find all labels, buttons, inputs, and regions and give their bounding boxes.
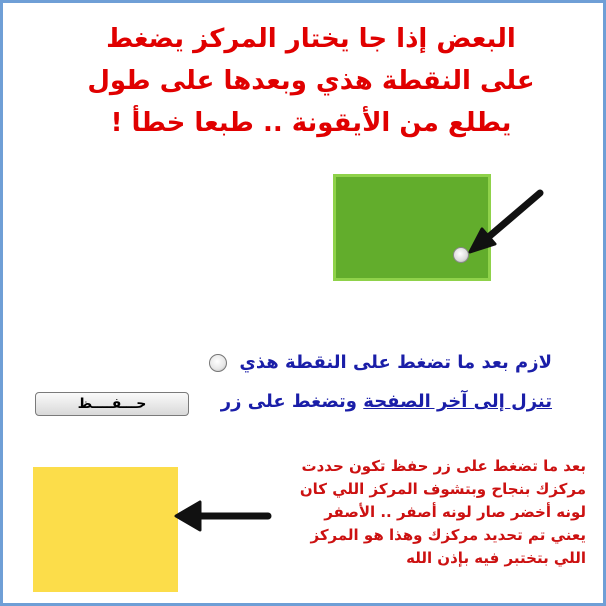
note-line-2: مركزك بنجاح وبتشوف المركز اللي كان <box>299 480 586 498</box>
explanation-note <box>256 455 586 570</box>
note-line-1: بعد ما تضغط على زر حفظ تكون حددت <box>301 457 586 475</box>
note-line-5: اللي بتختبر فيه بإذن الله <box>406 549 586 567</box>
headline-line-1: البعض إذا جا يختار المركز يضغط <box>106 24 516 54</box>
headline-line-3: يطلع من الأيقونة .. طبعا خطأ ! <box>110 108 512 138</box>
note-line-3: لونه أخضر صار لونه أصفر .. الأصفر <box>324 503 586 521</box>
instruction-line-2-text: وتضغط على زر <box>220 391 357 412</box>
scroll-to-bottom-link[interactable]: تنزل إلى آخر الصفحة <box>363 391 552 412</box>
save-button[interactable]: حـــفــــظ <box>35 392 189 416</box>
note-line-4: يعني تم تحديد مركزك وهذا هو المركز <box>310 526 586 544</box>
headline-line-2: على النقطة هذي وبعدها على طول <box>87 66 535 96</box>
instruction-line-1-text: لازم بعد ما تضغط على النقطة هذي <box>239 352 552 373</box>
